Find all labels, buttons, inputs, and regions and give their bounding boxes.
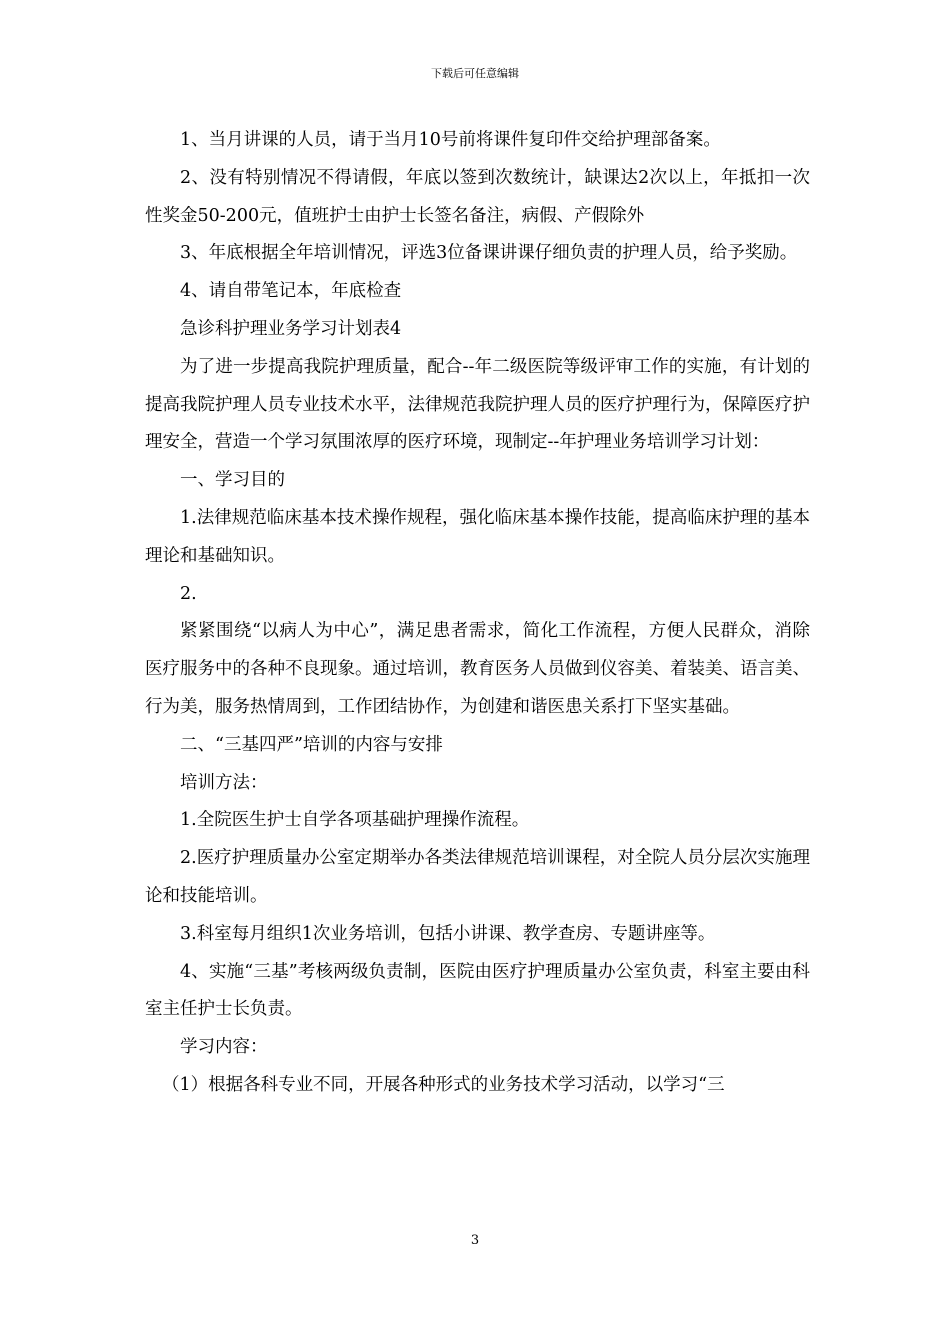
paragraph: 1.全院医生护士自学各项基础护理操作流程。 [180,810,530,831]
paragraph: 3.科室每月组织1次业务培训，包括小讲课、教学查房、专题讲座等。 [180,923,716,944]
subheading: 培训方法： [180,772,268,793]
paragraph: 2. [180,583,197,604]
paragraph: 2.医疗护理质量办公室定期举办各类法律规范培训课程，对全院人员分层次实施理论和技能培训。 [145,848,810,906]
section-heading: 二、“三基四严”培训的内容与安排 [180,734,443,755]
paragraph: （1）根据各科专业不同，开展各种形式的业务技术学习活动，以学习“三 [162,1074,725,1095]
paragraph: 紧紧围绕“以病人为中心”，满足患者需求，简化工作流程，方便人民群众，消除医疗服务中的各种不良现象。通过培训，教育医务人员做到仪容美、着装美、语言美、行为美，服务热情周到，工作团结协作，为创建和谐医患关系打下坚实基础。 [145,621,810,717]
paragraph: 4、请自带笔记本，年底检查 [180,281,402,302]
paragraph: 1.法律规范临床基本技术操作规程，强化临床基本操作技能，提高临床护理的基本理论和基础知识。 [145,507,810,566]
section-heading: 一、学习目的 [180,470,285,491]
page-number: 3 [470,1233,480,1248]
paragraph: 3、年底根据全年培训情况，评选3位备课讲课仔细负责的护理人员，给予奖励。 [180,243,798,264]
paragraph: 为了进一步提高我院护理质量，配合--年二级医院等级评审工作的实施，有计划的提高我院护理人员专业技术水平，法律规范我院护理人员的医疗护理行为，保障医疗护理安全，营造一个学习氛围浓厚的医疗环境，现制定--年护理业务培训学习计划： [145,356,810,453]
subheading: 学习内容： [180,1037,268,1058]
section-title: 急诊科护理业务学习计划表4 [180,318,402,339]
paragraph: 1、当月讲课的人员，请于当月10号前将课件复印件交给护理部备案。 [180,130,721,150]
paragraph: 2、没有特别情况不得请假，年底以签到次数统计，缺课达2次以上，年抵扣一次性奖金50-200元，值班护士由护士长签名备注，病假、产假除外 [145,167,810,226]
document-body [145,122,810,1105]
paragraph: 4、实施“三基”考核两级负责制，医院由医疗护理质量办公室负责，科室主要由科室主任护士长负责。 [145,961,810,1020]
header-note: 下载后可任意编辑 [431,67,519,80]
